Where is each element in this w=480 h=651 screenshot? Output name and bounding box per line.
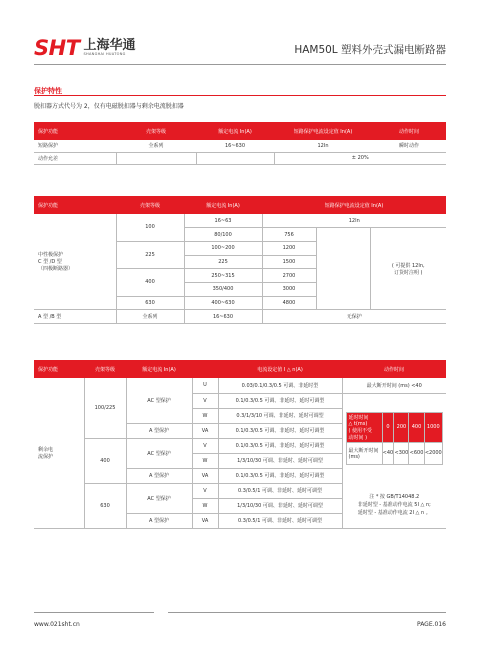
delay-value: 1000 xyxy=(424,412,442,442)
logo-english-name: SHANGHAI HUATONG xyxy=(83,52,126,57)
table-cell: 80/100 xyxy=(184,228,262,242)
table-cell: W xyxy=(192,408,218,423)
table-cell: V xyxy=(192,393,218,408)
table-cell: 0.3/0.5/1 可调、非延时、延时可调型 xyxy=(218,483,342,498)
table-cell: V xyxy=(192,438,218,453)
table-cell: 100~200 xyxy=(184,241,262,255)
table-cell: 瞬时动作 xyxy=(372,140,446,152)
table-row xyxy=(34,214,446,228)
table-cell: 最大断开时间 (ms) <40 xyxy=(342,378,446,393)
table-cell: 16~630 xyxy=(196,140,274,152)
table-cell: 0.1/0.3/0.5 可调、非延时、延时可调型 xyxy=(218,393,342,408)
table-cell: A 型保护 xyxy=(126,513,192,528)
max-break-value: <40 xyxy=(382,442,394,464)
table-cell: 剩余电 流保护 xyxy=(34,378,84,528)
table-row xyxy=(34,140,446,152)
table-cell: 350/400 xyxy=(184,282,262,296)
table-cell: AC 型保护 xyxy=(126,378,192,423)
table-cell: 4800 xyxy=(262,296,316,310)
table-cell: A 型保护 xyxy=(126,468,192,483)
table-cell xyxy=(116,152,196,164)
table-cell: 1200 xyxy=(262,241,316,255)
table-cell: W xyxy=(192,453,218,468)
table-cell: 225 xyxy=(116,241,184,268)
residual-current-protection-table xyxy=(34,360,446,529)
table-cell: 16~63 xyxy=(184,214,262,228)
logo-chinese-name: 上海华通 xyxy=(83,38,136,54)
table-cell: 12In xyxy=(274,140,372,152)
max-break-value: <600 xyxy=(409,442,424,464)
table-cell: 100/225 xyxy=(84,378,126,438)
table-cell: VA xyxy=(192,513,218,528)
document-title: HAM50L 塑料外壳式漏电断路器 xyxy=(294,44,446,56)
table-cell: 100 xyxy=(116,214,184,241)
table-header: 保护功能 xyxy=(34,360,84,378)
table-cell: AC 型保护 xyxy=(126,438,192,468)
table-header: 保护功能 xyxy=(34,122,116,140)
table-cell: W xyxy=(192,498,218,513)
table-header: 电流设定值 I △ n(A) xyxy=(218,360,342,378)
table-cell: 250~315 xyxy=(184,269,262,283)
short-circuit-protection-table xyxy=(34,122,446,165)
table-cell: A 型 /B 型 xyxy=(34,310,116,324)
table-header: 壳架等级 xyxy=(116,122,196,140)
table-cell: 12In xyxy=(262,214,446,228)
table-header: 短路保护电流设定值 In(A) xyxy=(274,122,372,140)
table-cell: 0.1/0.3/0.5 可调、非延时、延时可调型 xyxy=(218,423,342,438)
section-title: 保护特性 xyxy=(34,87,62,95)
table-cell: 全系列 xyxy=(116,310,184,324)
table-cell: ± 20% xyxy=(274,152,446,164)
max-break-value: <2000 xyxy=(424,442,442,464)
table-cell: VA xyxy=(192,423,218,438)
max-break-label: 最大断开时间 (ms) xyxy=(346,442,382,464)
section-note: 脱扣器方式代号为 2，仅有电磁脱扣器与剩余电流脱扣器 xyxy=(34,103,184,110)
table-cell: 400~630 xyxy=(184,296,262,310)
table-cell: VA xyxy=(192,468,218,483)
table-cell: 0.03/0.1/0.3/0.5 可调、非延时型 xyxy=(218,378,342,393)
delay-value: 200 xyxy=(394,412,409,442)
header-divider xyxy=(34,64,446,65)
table-cell: 400 xyxy=(84,438,126,483)
table-cell: 16~630 xyxy=(184,310,262,324)
table-cell: 0.1/0.3/0.5 可调、非延时、延时可调型 xyxy=(218,468,342,483)
max-break-value: <300 xyxy=(394,442,409,464)
page-number: PAGE.016 xyxy=(416,621,446,628)
logo-mark: SHT xyxy=(34,36,80,60)
table-header: 动作时间 xyxy=(372,122,446,140)
table-cell: 全系列 xyxy=(116,140,196,152)
table-row xyxy=(34,310,446,324)
table-cell: 1/3/10/30 可调、非延时、延时可调型 xyxy=(218,453,342,468)
footnote: 注 * 按 GB/T14048.2 非延时型 - 基准动作电流 5I △ n; 延时型 - 基准动作电流 2I △ n 。 xyxy=(342,483,446,528)
table-cell: 630 xyxy=(116,296,184,310)
footer-divider xyxy=(168,612,446,613)
footer-url: www.021sht.cn xyxy=(34,621,80,628)
delay-time-grid xyxy=(346,412,444,465)
table-cell: ( 可提供 12In, 订货时注明 ) xyxy=(370,228,446,310)
table-cell: AC 型保护 xyxy=(126,483,192,513)
table-cell: 3000 xyxy=(262,282,316,296)
table-cell: 1/3/10/30 可调、非延时、延时可调型 xyxy=(218,498,342,513)
table-cell: 0.3/0.5/1 可调、非延时、延时可调型 xyxy=(218,513,342,528)
table-cell: 400 xyxy=(116,269,184,296)
table-header: 额定电流 In(A) xyxy=(184,196,262,214)
table-cell: 1500 xyxy=(262,255,316,269)
table-cell: 无保护 xyxy=(262,310,446,324)
table-cell: 630 xyxy=(84,483,126,528)
neutral-pole-protection-table xyxy=(34,196,446,324)
table-header: 动作时间 xyxy=(342,360,446,378)
table-row xyxy=(34,378,446,393)
table-header: 保护功能 xyxy=(34,196,116,214)
table-header: 额定电流 In(A) xyxy=(196,122,274,140)
delay-time-label: 延时时间 △ t(ms) ( 使用不受 动时间 ) xyxy=(346,412,382,442)
delay-value: 400 xyxy=(409,412,424,442)
table-cell: 225 xyxy=(184,255,262,269)
table-cell: 756 xyxy=(262,228,316,242)
company-logo xyxy=(34,36,136,60)
table-header: 短路保护电流设定值 In(A) xyxy=(262,196,446,214)
table-cell: A 型保护 xyxy=(126,423,192,438)
table-cell: 中性极保护 C 型 /D 型 （四极断路器） xyxy=(34,214,116,310)
table-cell: 0.3/1/3/10 可调、非延时、延时可调型 xyxy=(218,408,342,423)
delay-value: 0 xyxy=(382,412,394,442)
table-cell: V xyxy=(192,483,218,498)
page-header xyxy=(0,0,480,70)
table-cell: U xyxy=(192,378,218,393)
table-header: 额定电流 In(A) xyxy=(126,360,192,378)
footer-divider xyxy=(34,612,154,613)
table-cell xyxy=(196,152,274,164)
table-cell: 2700 xyxy=(262,269,316,283)
table-header: 壳架等级 xyxy=(116,196,184,214)
table-header xyxy=(192,360,218,378)
table-cell: 0.1/0.3/0.5 可调、非延时、延时可调型 xyxy=(218,438,342,453)
table-cell: 动作允差 xyxy=(34,152,116,164)
table-header: 壳架等级 xyxy=(84,360,126,378)
table-row xyxy=(34,483,446,498)
table-cell: 短路保护 xyxy=(34,140,116,152)
section-divider xyxy=(34,95,446,96)
table-row xyxy=(34,152,446,164)
